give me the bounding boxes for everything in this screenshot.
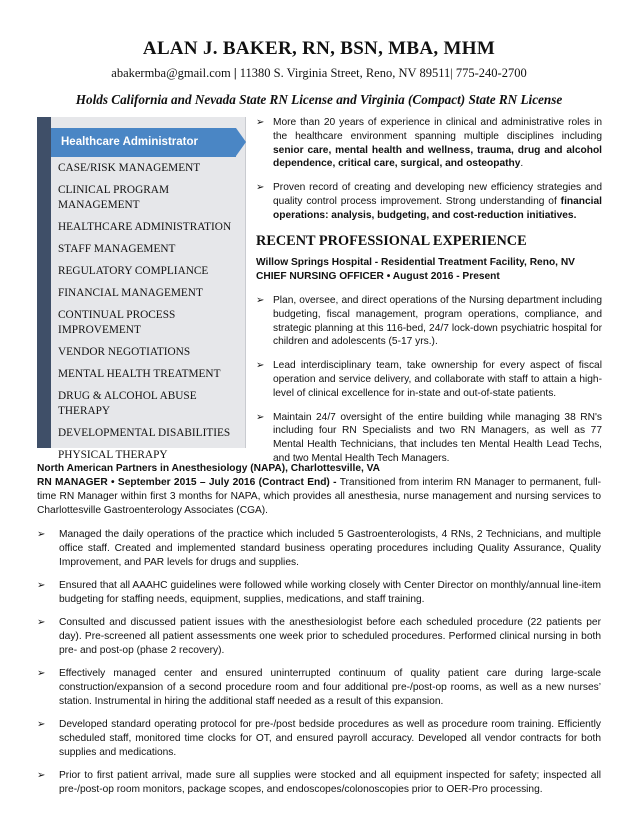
job-bullet: ➢ Lead interdisciplinary team, take ownership for every aspect of fiscal operation and service delivery, and collaborate with staff to attain a high-level of clinical excellence for in-state and out-of-state patients.: [256, 359, 602, 400]
phone[interactable]: 775-240-2700: [452, 66, 527, 80]
skill-item: VENDOR NEGOTIATIONS: [58, 346, 191, 358]
job-bullet: ➢ Managed the daily operations of the practice which included 5 Gastroenterologists, 4 RNs, 2 Technicians, and multiple office staff. Created and implemented standard business operating procedures including Quality Assurance, Quality Improvement, and PAR levels for drugs and supplies.: [37, 528, 601, 570]
job-napa: [37, 462, 601, 806]
summary-section: [256, 116, 602, 233]
job-bullet: ➢ Consulted and discussed patient issues with the anesthesiologist before each scheduled procedure (22 patients per day). Pre-screened all patient assessments one week prior to scheduled procedures. Performed clinical nursing in both pre- and post-op (phase 2 recovery).: [37, 616, 601, 658]
bullet-separator: •: [111, 477, 115, 488]
skills-list: [58, 161, 242, 470]
bullet-separator: •: [386, 271, 391, 282]
job-employer: North American Partners in Anesthesiology (NAPA), Charlottesville, VA: [37, 463, 381, 474]
job-title-line: CHIEF NURSING OFFICER • August 2016 - Present: [256, 271, 500, 282]
job-bullet: ➢ Prior to first patient arrival, made sure all supplies were stocked and all equipment inspected for safety; inspected all pre-/post-op room monitors, package scopes, and endoscopes/colonoscopies prior to OER-Pro processing.: [37, 769, 601, 797]
skill-item: DEVELOPMENTAL DISABILITIES: [58, 427, 231, 439]
skill-item: HEALTHCARE ADMINISTRATION: [58, 221, 232, 233]
job-employer: Willow Springs Hospital - Residential Treatment Facility, Reno, NV: [256, 257, 575, 268]
contact-separator: |: [450, 66, 453, 80]
summary-bullet: ➢ More than 20 years of experience in clinical and administrative roles in the healthcare environment spanning multiple disciplines including senior care, mental health and wellness, trauma, drug and alcohol dependence, critical care, surgical, and osteopathy.: [256, 116, 602, 171]
email-link[interactable]: abakermba@gmail.com: [111, 66, 231, 80]
skill-item: DRUG & ALCOHOL ABUSE THERAPY: [58, 390, 197, 417]
skill-item: REGULATORY COMPLIANCE: [58, 265, 209, 277]
job-intro: RN MANAGER • September 2015 – July 2016 (Contract End) - Transitioned from interim RN Manager to permanent, full-time RN Manager within first 3 months for NAPA, which provides all anesthesia, nurse management and nursing services to Charlottesville Gastroenterology Associates (CGA).: [37, 477, 601, 516]
job-bullet: ➢ Maintain 24/7 oversight of the entire building while managing 38 RN's including four RN Specialists and two RN Managers, as well as 77 Mental Health Technicians, that includes ten Mental Health Lead Techs, and two Mental Health Tech Managers.: [256, 411, 602, 466]
job-willow-springs: [256, 256, 602, 476]
skill-item: CONTINUAL PROCESS IMPROVEMENT: [58, 309, 176, 336]
contact-line: [0, 66, 638, 81]
address: 11380 S. Virginia Street, Reno, NV 89511: [236, 66, 451, 80]
contact-separator: |: [233, 66, 237, 80]
skill-item: MENTAL HEALTH TREATMENT: [58, 368, 221, 380]
section-title: RECENT PROFESSIONAL EXPERIENCE: [256, 233, 527, 249]
skill-item: FINANCIAL MANAGEMENT: [58, 287, 203, 299]
sidebar-title: Healthcare Administrator: [51, 128, 236, 157]
job-bullet: ➢ Plan, oversee, and direct operations of the Nursing department including budgeting, fiscal management, program operations, compliance, and strategic planning at this 116-bed, 24/7 lock-down psychiatric hospital for children and adolescents (5-17 yrs.).: [256, 294, 602, 349]
job-bullet: ➢ Developed standard operating protocol for pre-/post bedside procedures as well as procedure room training. Efficiently scheduled staff, monitored time clocks for OT, and ensured payroll accuracy. Developed all vendor contracts for both supplies and medications.: [37, 718, 601, 760]
skill-item: PHYSICAL THERAPY: [58, 449, 168, 461]
skill-item: CLINICAL PROGRAM MANAGEMENT: [58, 184, 169, 211]
sidebar-accent-bar: [37, 117, 51, 448]
summary-bullet: ➢ Proven record of creating and developing new efficiency strategies and quality control process improvement. Strong understanding of financial operations: analysis, budgeting, and cost-reduction initiatives.: [256, 181, 602, 222]
job-bullet: ➢ Effectively managed center and ensured uninterrupted continuum of quality patient care during large-scale construction/expansion of a second procedure room and four additional pre-/post-op rooms, as well as a new nurses’ station. Instrumental in hiring the additional staff needed as a result of this expansion.: [37, 667, 601, 709]
skill-item: STAFF MANAGEMENT: [58, 243, 176, 255]
job-bullet: ➢ Ensured that all AAAHC guidelines were followed while working closely with Center Director on monthly/annual line-item budgeting for staffing needs, equipment, supplies, medications, and staff training.: [37, 579, 601, 607]
license-statement: Holds California and Nevada State RN License and Virginia (Compact) State RN License: [75, 92, 563, 107]
candidate-name: ALAN J. BAKER, RN, BSN, MBA, MHM: [142, 38, 496, 59]
skill-item: CASE/RISK MANAGEMENT: [58, 162, 201, 174]
